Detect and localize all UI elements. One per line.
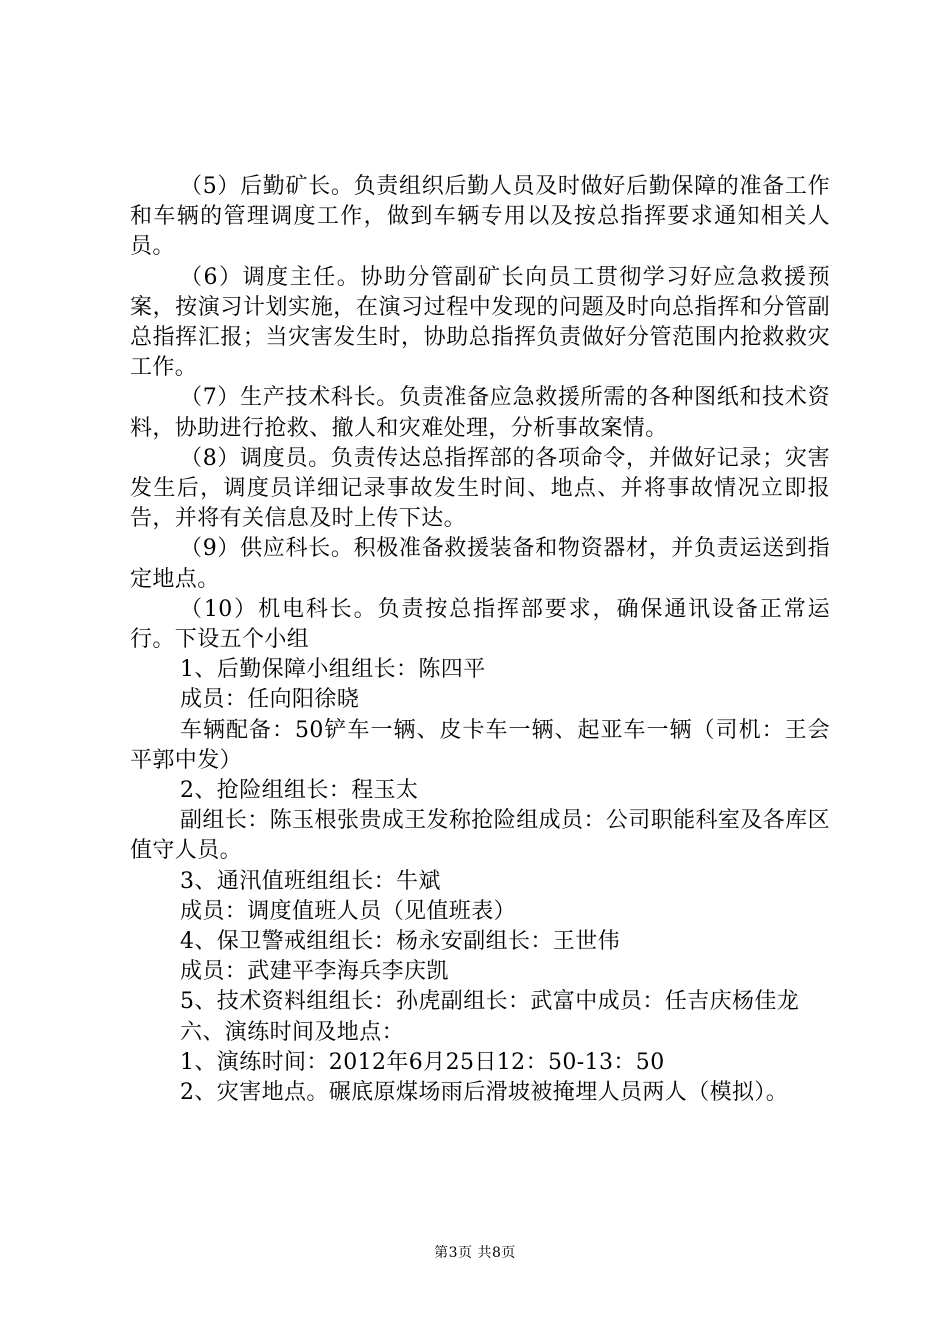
paragraph-tech-data-group: 5、技术资料组组长：孙虎副组长：武富中成员：任吉庆杨佳龙 [180, 989, 800, 1015]
paragraph-security-members: 成员：武建平李海兵李庆凯 [180, 959, 449, 985]
paragraph-duty-members: 成员：调度值班人员（见值班表） [180, 898, 517, 924]
document-body [130, 172, 830, 1108]
paragraph-supply-chief: （9）供应科长。积极准备救援装备和物资器材，并负责运送到指定地点。 [130, 536, 830, 592]
paragraph-duty-group: 3、通汛值班组组长：牛斌 [180, 868, 441, 894]
paragraph-production-tech-chief: （7）生产技术科长。负责准备应急救援所需的各种图纸和技术资料，协助进行抢救、撤人和灾难处理，分析事故案情。 [130, 385, 830, 441]
page-number-label: 第3页 共8页 [434, 1245, 516, 1261]
paragraph-disaster-location: 2、灾害地点。碾底原煤场雨后滑坡被掩埋人员两人（模拟）。 [180, 1080, 789, 1106]
page-footer [0, 1243, 950, 1263]
paragraph-security-group: 4、保卫警戒组组长：杨永安副组长：王世伟 [180, 929, 620, 955]
paragraph-electromechanical-chief: （10）机电科长。负责按总指挥部要求，确保通讯设备正常运行。下设五个小组 [130, 596, 830, 653]
paragraph-logistics-members: 成员：任向阳徐晓 [180, 687, 360, 713]
paragraph-drill-time: 1、演练时间：2012年6月25日12：50-13：50 [180, 1049, 665, 1075]
paragraph-logistics-director: （5）后勤矿长。负责组织后勤人员及时做好后勤保障的准备工作和车辆的管理调度工作，做到车辆专用以及按总指挥要求通知相关人员。 [130, 174, 830, 260]
paragraph-rescue-group: 2、抢险组组长：程玉太 [180, 778, 419, 804]
paragraph-vehicles: 车辆配备：50铲车一辆、皮卡车一辆、起亚车一辆（司机：王会平郭中发） [130, 717, 830, 773]
paragraph-dispatcher: （8）调度员。负责传达总指挥部的各项命令，并做好记录；灾害发生后，调度员详细记录事故发生时间、地点、并将事故情况立即报告，并将有关信息及时上传下达。 [130, 445, 830, 532]
paragraph-rescue-deputies: 副组长：陈玉根张贵成王发称抢险组成员：公司职能科室及各库区值守人员。 [130, 808, 830, 864]
section-heading-drill-time-place: 六、演练时间及地点： [180, 1019, 405, 1045]
paragraph-logistics-group: 1、后勤保障小组组长：陈四平 [180, 657, 486, 683]
paragraph-dispatch-director: （6）调度主任。协助分管副矿长向员工贯彻学习好应急救援预案，按演习计划实施，在演习过程中发现的问题及时向总指挥和分管副总指挥汇报；当灾害发生时，协助总指挥负责做好分管范围内抢救救灾工作。 [130, 264, 830, 381]
